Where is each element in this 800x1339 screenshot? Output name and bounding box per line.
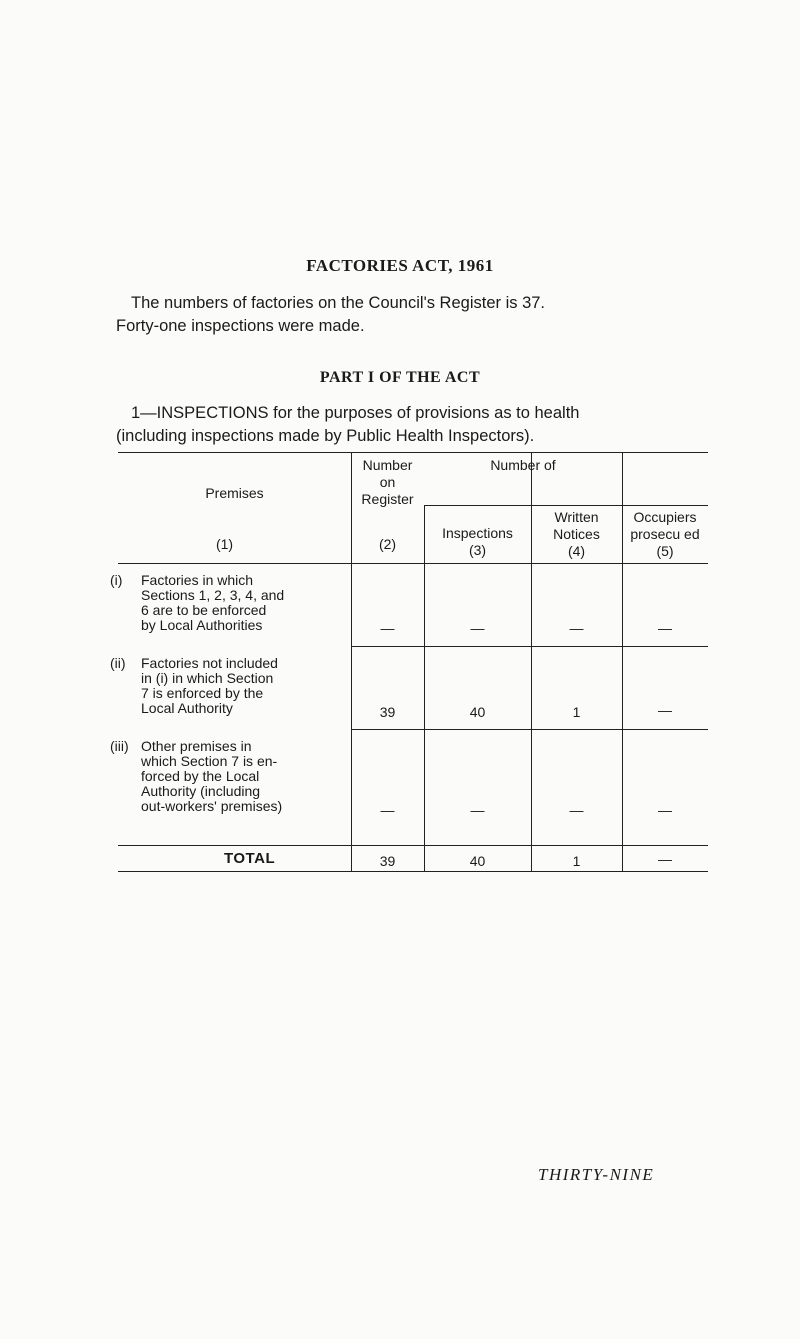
row-line: in (i) in which Section (141, 670, 274, 686)
total-top-rule (118, 845, 708, 846)
header-register-line-1: Number (362, 457, 413, 473)
header-written-num: (4) (567, 543, 586, 559)
header-register-num: (2) (378, 536, 397, 552)
number-of-rule (424, 505, 708, 506)
section-paragraph (116, 402, 716, 448)
row-number: (i) (110, 572, 123, 588)
row-3-inspections: — (470, 802, 485, 818)
row-line: Authority (including (141, 783, 261, 799)
header-number-of: Number of (490, 457, 556, 473)
row-line: by Local Authorities (141, 617, 263, 633)
intro-line-2: Forty-one inspections were made. (116, 317, 365, 335)
row-3-register: — (380, 802, 395, 818)
table-top-rule (118, 452, 708, 453)
row-line: Local Authority (141, 700, 233, 716)
row-1-notices: — (569, 620, 584, 636)
row-description (141, 656, 331, 716)
row-3-prosecuted: — (658, 802, 672, 818)
row-2-rule (351, 646, 708, 647)
row-2-prosecuted: — (658, 702, 672, 718)
row-number: (iii) (110, 738, 129, 754)
header-premises-num: (1) (215, 536, 234, 552)
row-1-inspections: — (470, 620, 485, 636)
header-occupiers-line-2: prosecu ed (630, 526, 700, 542)
table-bottom-rule (118, 871, 708, 872)
row-2-register: 39 (379, 704, 396, 720)
row-line: out-workers' premises) (141, 798, 283, 814)
total-label: TOTAL (224, 850, 276, 867)
row-number: (ii) (110, 655, 126, 671)
header-inspections (424, 525, 531, 559)
header-occupiers-num: (5) (656, 543, 674, 559)
section-line-1: 1—INSPECTIONS for the purposes of provisions as to health (131, 404, 580, 422)
page-title: FACTORIES ACT, 1961 (306, 256, 494, 275)
row-line: which Section 7 is en- (141, 753, 278, 769)
row-2-inspections: 40 (469, 704, 486, 720)
header-register (351, 457, 424, 508)
header-premises (118, 485, 351, 502)
section-line-2: (including inspections made by Public Health Inspectors). (116, 427, 535, 445)
header-written-line-2: Notices (553, 526, 600, 542)
header-written-line-1: Written (554, 509, 599, 525)
row-line: Factories in which (141, 572, 254, 588)
total-register: 39 (379, 853, 396, 869)
row-2-notices: 1 (572, 704, 581, 720)
header-written-notices (531, 509, 622, 560)
row-3-rule (351, 729, 708, 730)
header-occupiers (622, 509, 708, 560)
total-inspections: 40 (469, 853, 486, 869)
header-premises-label: Premises (205, 485, 264, 501)
row-line: forced by the Local (141, 768, 260, 784)
header-occupiers-line-1: Occupiers (633, 509, 697, 525)
total-prosecuted: — (658, 851, 672, 867)
row-line: Other premises in (141, 738, 252, 754)
page-number-footer: THIRTY-NINE (538, 1165, 655, 1184)
total-notices: 1 (572, 853, 581, 869)
header-inspections-label: Inspections (442, 525, 513, 541)
row-line: 6 are to be enforced (141, 602, 267, 618)
header-register-line-2: on (379, 474, 396, 490)
row-description (141, 573, 331, 633)
row-description (141, 739, 331, 814)
header-register-line-3: Register (361, 491, 414, 507)
row-1-prosecuted: — (658, 620, 672, 636)
row-line: Factories not included (141, 655, 278, 671)
intro-paragraph (116, 292, 716, 338)
inspections-table (110, 452, 708, 872)
row-3-notices: — (569, 802, 584, 818)
header-bottom-rule (118, 563, 708, 564)
row-1-register: — (380, 620, 395, 636)
part-title: PART I OF THE ACT (319, 369, 481, 386)
row-line: Sections 1, 2, 3, 4, and (141, 587, 285, 603)
row-line: 7 is enforced by the (141, 685, 264, 701)
intro-line-1: The numbers of factories on the Council's Register is 37. (131, 294, 546, 312)
header-inspections-num: (3) (468, 542, 487, 558)
